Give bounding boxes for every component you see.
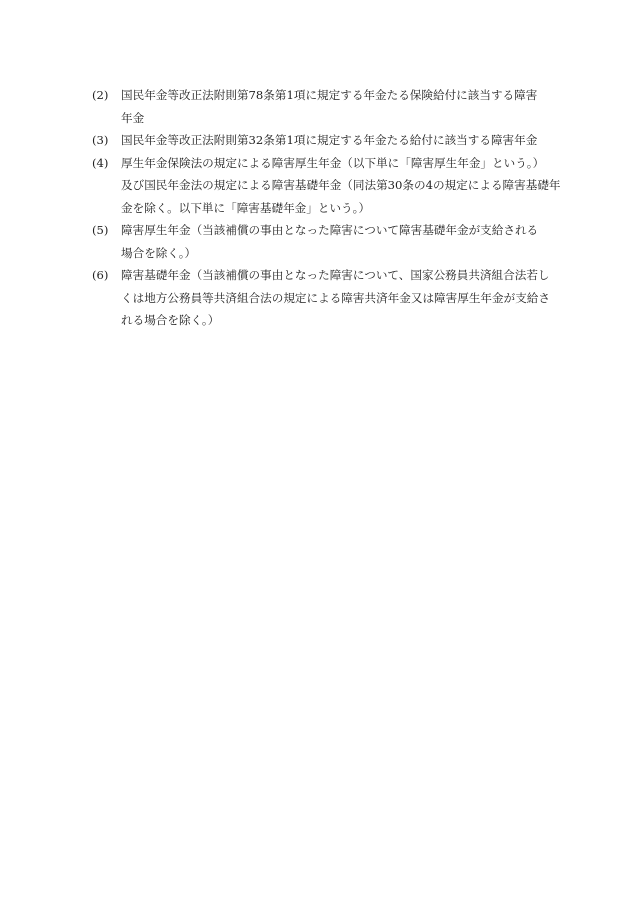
item-number: (2) <box>92 88 109 102</box>
list-item-2 <box>92 84 562 129</box>
item-text-line: 金を除く。以下単に「障害基礎年金」という。） <box>121 200 371 215</box>
item-text-line: 障害厚生年金（当該補償の事由となった障害について障害基礎年金が支給される <box>121 223 539 237</box>
item-text-line: くは地方公務員等共済組合法の規定による障害共済年金又は障害厚生年金が支給さ <box>121 290 550 305</box>
item-text-line: れる場合を除く。） <box>121 313 220 327</box>
list-item-4 <box>92 152 562 220</box>
item-number: (5) <box>92 223 109 237</box>
list-item-5 <box>92 219 562 264</box>
item-text-line: 国民年金等改正法附則第32条第1項に規定する年金たる給付に該当する障害年金 <box>121 133 538 147</box>
item-number: (6) <box>92 268 109 282</box>
item-text-line: 厚生年金保険法の規定による障害厚生年金（以下単に「障害厚生年金」という。） <box>121 155 545 170</box>
item-number: (4) <box>92 155 109 170</box>
numbered-list <box>92 84 562 332</box>
item-number: (3) <box>92 133 109 147</box>
item-text-line: 国民年金等改正法附則第78条第1項に規定する年金たる保険給付に該当する障害 <box>121 88 538 102</box>
item-text-line: 及び国民年金法の規定による障害基礎年金（同法第30条の4の規定による障害基礎年 <box>121 178 561 192</box>
list-item-3 <box>92 129 562 152</box>
list-item-6 <box>92 264 562 332</box>
item-text-line: 障害基礎年金（当該補償の事由となった障害について、国家公務員共済組合法若し <box>121 268 550 282</box>
item-text-line: 年金 <box>121 110 145 125</box>
item-text-line: 場合を除く。） <box>121 245 197 260</box>
